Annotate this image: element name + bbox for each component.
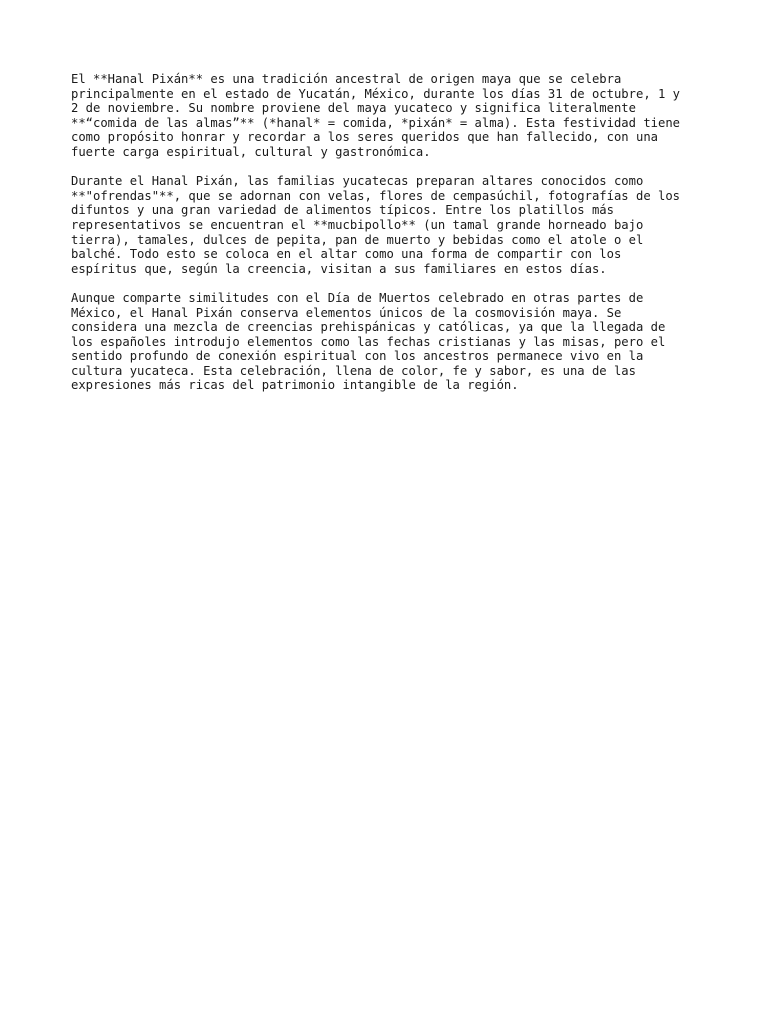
document-body [71,72,711,393]
paragraph-ofrendas: Durante el Hanal Pixán, las familias yucatecas preparan altares conocidos como **"ofrendas"**, que se adornan con velas, flores de cempasúchil, fotografías de los difuntos y una gran variedad de alimentos típicos. Entre los platillos más representativos se encuentran el **mucbipollo** (un tamal grande horneado bajo tierra), tamales, dulces de pepita, pan de muerto y bebidas como el atole o el balché. Todo esto se coloca en el altar como una forma de compartir con los espíritus que, según la creencia, visitan a sus familiares en estos días. [71,174,681,276]
paragraph-intro: El **Hanal Pixán** es una tradición ancestral de origen maya que se celebra principalmente en el estado de Yucatán, México, durante los días 31 de octubre, 1 y 2 de noviembre. Su nombre proviene del maya yucateco y significa literalmente **“comida de las almas”** (*hanal* = comida, *pixán* = alma). Esta festividad tiene como propósito honrar y recordar a los seres queridos que han fallecido, con una fuerte carga espiritual, cultural y gastronómica. [71,72,681,159]
paragraph-comparison: Aunque comparte similitudes con el Día de Muertos celebrado en otras partes de México, el Hanal Pixán conserva elementos únicos de la cosmovisión maya. Se considera una mezcla de creencias prehispánicas y católicas, ya que la llegada de los españoles introdujo elementos como las fechas cristianas y las misas, pero el sentido profundo de conexión espiritual con los ancestros permanece vivo en la cultura yucateca. Esta celebración, llena de color, fe y sabor, es una de las expresiones más ricas del patrimonio intangible de la región. [71,290,666,393]
